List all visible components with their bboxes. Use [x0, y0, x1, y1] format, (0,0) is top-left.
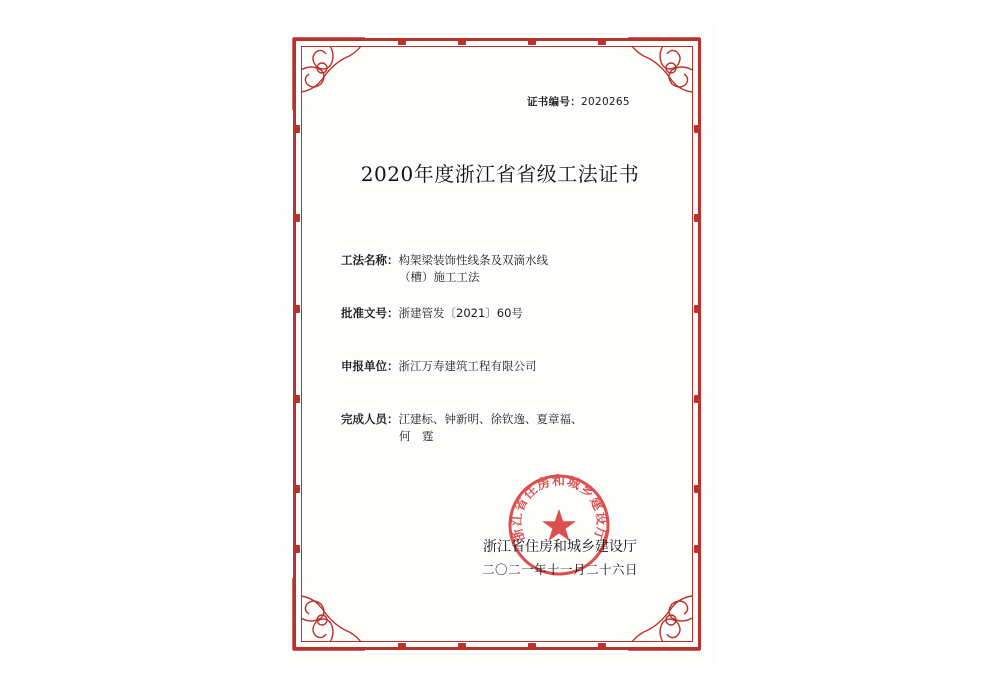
field-approval-number — [341, 305, 523, 322]
certificate-number-label: 证书编号： — [527, 96, 581, 108]
issuer-name: 浙江省住房和城乡建设厅 — [483, 539, 637, 555]
field-contributors — [341, 411, 583, 445]
field-method-name — [341, 252, 548, 286]
field-value: 江建标、钟新明、徐钦逸、夏章福、 — [398, 412, 583, 426]
field-label: 工法名称： — [341, 253, 399, 267]
field-value: 浙建管发〔2021〕60号 — [398, 306, 523, 320]
field-value-continuation: 何 霆 — [399, 429, 434, 443]
field-applicant-unit — [341, 358, 537, 375]
certificate-number — [527, 94, 630, 109]
certificate-number-value: 2020265 — [581, 96, 630, 108]
field-label: 完成人员： — [341, 412, 399, 426]
certificate-title: 2020年度浙江省省级工法证书 — [360, 162, 640, 186]
field-value-continuation: （槽）施工工法 — [399, 270, 480, 284]
field-label: 批准文号： — [341, 306, 399, 320]
issue-date: 二〇二一年十一月二十六日 — [481, 562, 638, 577]
seal-text: 浙江省住房和城乡建设厅 — [509, 473, 609, 544]
field-value: 构架梁装饰性线条及双滴水线 — [398, 253, 548, 267]
field-value: 浙江万寿建筑工程有限公司 — [398, 359, 537, 373]
field-label: 申报单位： — [341, 359, 399, 373]
